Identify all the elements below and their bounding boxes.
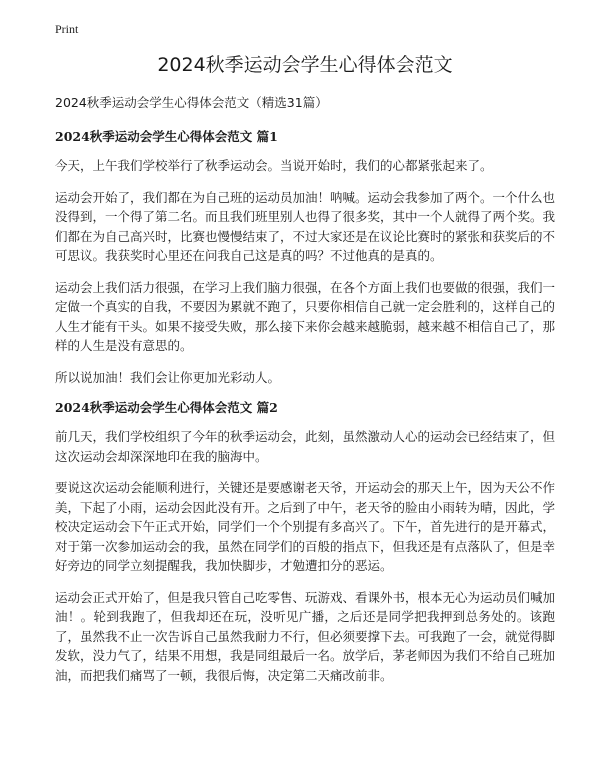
paragraph: 运动会正式开始了，但是我只管自己吃零售、玩游戏、看课外书，根本无心为运动员们喊加油！。轮到我跑了，但我却还在玩，没听见广播，之后还是同学把我押到总务处的。该跑了，虽然我不止一次告诉自己虽然我耐力不行，但必须要撑下去。可我跑了一会，就觉得脚发软，没力气了，结果不用想，我是同组最后一名。放学后，茅老师因为我们不给自己班加油，而把我们痛骂了一顿，我很后悔，决定第二天痛改前非。 (55, 589, 556, 683)
section-1 (55, 128, 555, 387)
paragraph: 今天，上午我们学校举行了秋季运动会。当说开始时，我们的心都紧张起来了。 (55, 158, 493, 173)
print-link[interactable]: Print (55, 22, 79, 36)
paragraph: 前几天，我们学校组织了今年的秋季运动会，此刻，虽然激动人心的运动会已经结束了，但这次运动会却深深地印在我的脑海中。 (55, 429, 556, 464)
document-subtitle: 2024秋季运动会学生心得体会范文（精选31篇） (55, 95, 328, 110)
section-heading: 2024秋季运动会学生心得体会范文 篇1 (55, 129, 278, 144)
paragraph: 要说这次运动会能顺利进行，关键还是要感谢老天爷，开运动会的那天上午，因为天公不作美，下起了小雨，运动会因此没有开。之后到了中午，老天爷的脸由小雨转为晴，因此，学校决定运动会下午正式开始，同学们一个个别提有多高兴了。下午，首先进行的是开幕式，对于第一次参加运动会的我，虽然在同学们的百般的指点下，但我还是有点落队了，但是幸好旁边的同学立刻提醒我，我加快脚步，才勉遭扣分的恶运。 (55, 480, 556, 573)
paragraph: 所以说加油！我们会让你更加光彩动人。 (55, 369, 281, 385)
paragraph: 运动会上我们活力很强，在学习上我们脑力很强，在各个方面上我们也要做的很强，我们一定做一个真实的自我，不要因为累就不跑了，只要你相信自己就一定会胜利的，这样自己的人生才能有干头。如果不接受失败，那么接下来你会越来越脆弱，越来越不相信自己了，那样的人生是没有意思的。 (55, 279, 556, 353)
document-page (55, 50, 555, 697)
page-title: 2024秋季运动会学生心得体会范文 (157, 54, 453, 76)
section-2 (55, 399, 555, 685)
paragraph: 运动会开始了，我们都在为自己班的运动员加油！呐喊。运动会我参加了两个。一个什么也没得到，一个得了第二名。而且我们班里别人也得了很多奖，其中一个人就得了两个奖。我们都在为自己高兴时，比赛也慢慢结束了，不过大家还是在议论比赛时的紧张和获奖后的不可思议。我获奖时心里还在问我自己这是真的吗？不过他真的是真的。 (55, 189, 556, 263)
section-heading: 2024秋季运动会学生心得体会范文 篇2 (55, 400, 278, 415)
